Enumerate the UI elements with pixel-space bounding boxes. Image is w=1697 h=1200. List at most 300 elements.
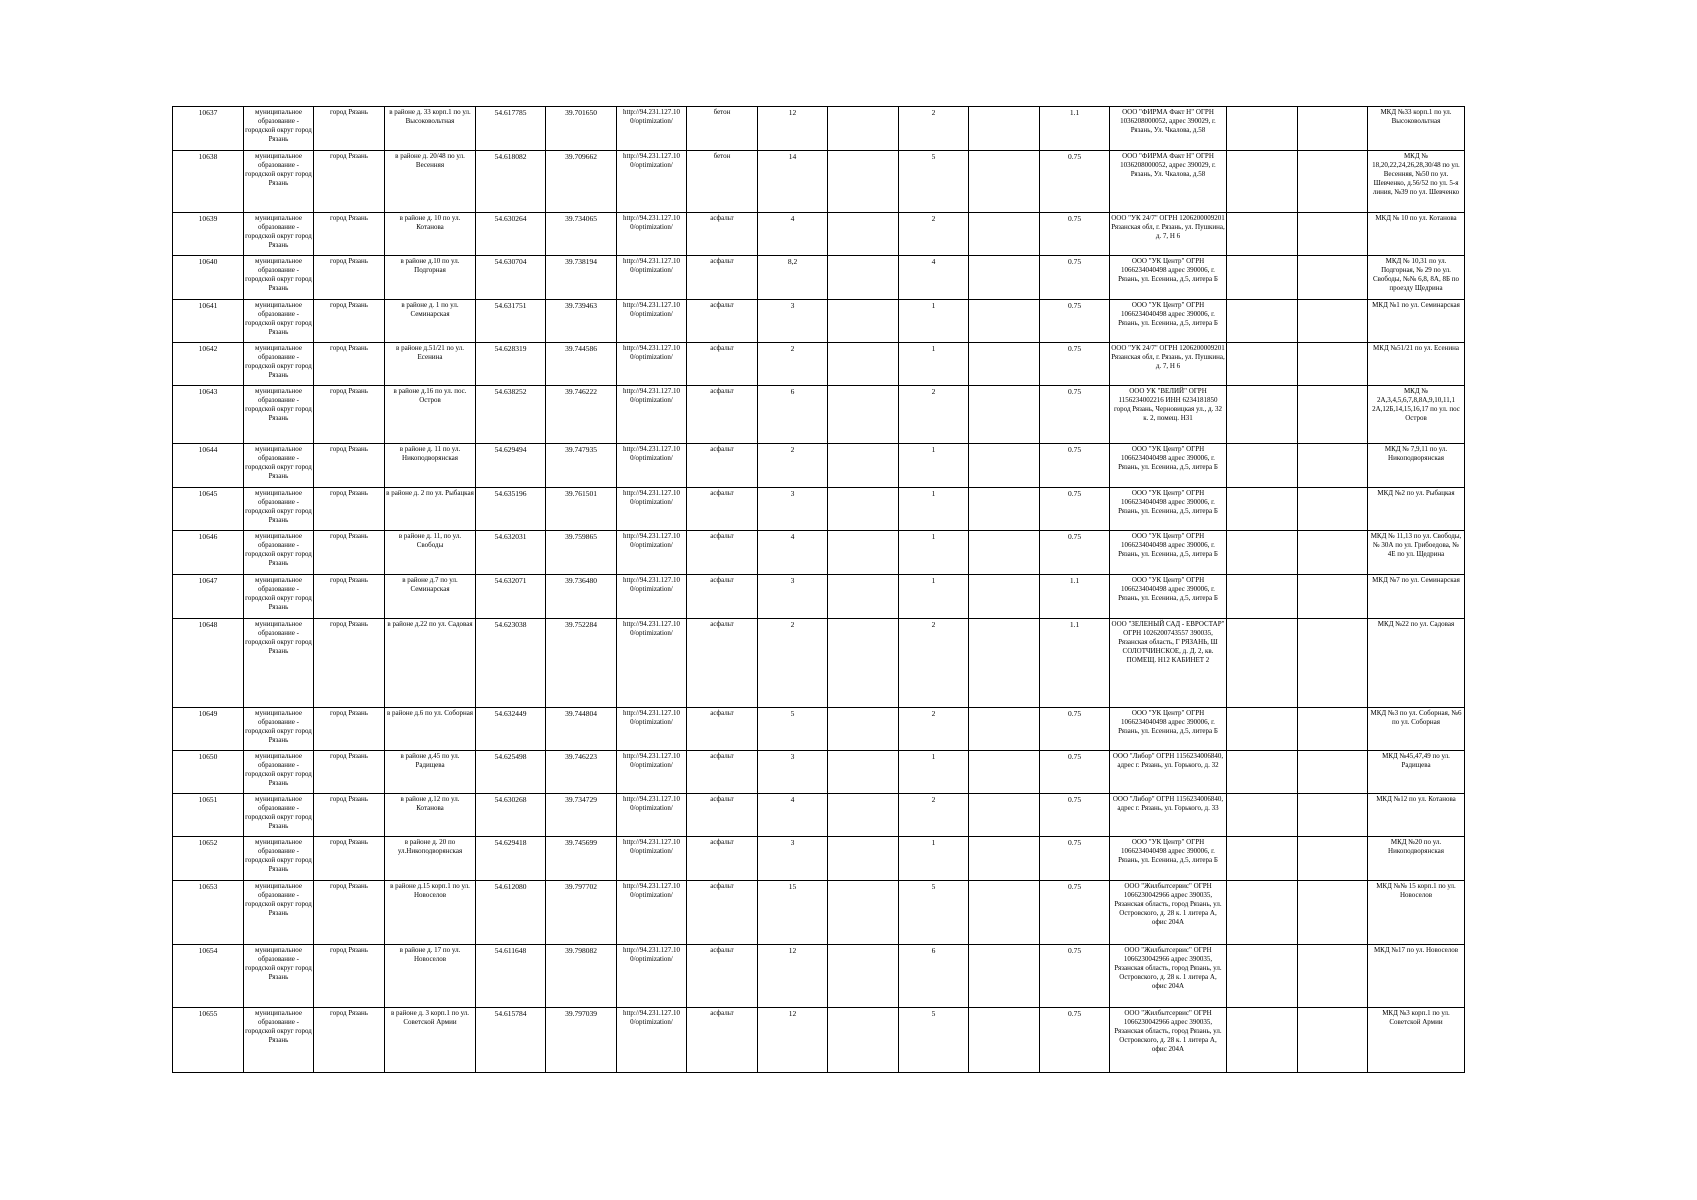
municipality-cell: муниципальное образование - городской округ город Рязань	[244, 531, 314, 575]
municipality-cell: муниципальное образование - городской округ город Рязань	[244, 488, 314, 531]
empty-col-3-cell	[1227, 256, 1298, 300]
address-cell: в районе д. 33 корп.1 по ул. Высоковольтная	[385, 107, 476, 151]
container-volume-cell: 0.75	[1040, 837, 1110, 881]
latitude-cell: 54.632071	[476, 575, 546, 619]
empty-col-3-cell	[1227, 794, 1298, 837]
city-cell: город Рязань	[314, 213, 385, 256]
longitude-cell: 39.739463	[546, 300, 617, 343]
empty-col-2-cell	[969, 575, 1040, 619]
table-row	[173, 575, 1465, 619]
container-count-cell: 2	[899, 794, 969, 837]
latitude-cell: 54.623038	[476, 619, 546, 708]
managing-organization-cell: ООО "УК Центр" ОГРН 1066234040498 адрес 390006, г. Рязань, ул. Есенина, д.5, литера Б	[1110, 300, 1227, 343]
table-row	[173, 708, 1465, 751]
empty-col-4-cell	[1298, 300, 1368, 343]
area-cell: 2	[758, 444, 828, 488]
address-cell: в районе д. 11 по ул. Никоподворянская	[385, 444, 476, 488]
latitude-cell: 54.632449	[476, 708, 546, 751]
municipality-cell: муниципальное образование - городской округ город Рязань	[244, 837, 314, 881]
served-buildings-cell: МКД № 7,9,11 по ул. Никоподворянская	[1368, 444, 1465, 488]
area-cell: 12	[758, 1008, 828, 1073]
address-cell: в районе д. 17 по ул. Новоселов	[385, 945, 476, 1008]
longitude-cell: 39.734065	[546, 213, 617, 256]
area-cell: 12	[758, 107, 828, 151]
empty-col-1-cell	[828, 213, 899, 256]
address-cell: в районе д.45 по ул. Радищева	[385, 751, 476, 794]
record-id-cell: 10639	[173, 213, 244, 256]
address-cell: в районе д.7 по ул. Семинарская	[385, 575, 476, 619]
container-volume-cell: 0.75	[1040, 300, 1110, 343]
longitude-cell: 39.759865	[546, 531, 617, 575]
city-cell: город Рязань	[314, 708, 385, 751]
surface-type-cell: асфальт	[687, 794, 758, 837]
container-volume-cell: 0.75	[1040, 945, 1110, 1008]
empty-col-4-cell	[1298, 386, 1368, 444]
map-link-cell: http://94.231.127.10 0/optimization/	[617, 881, 687, 945]
map-link-cell: http://94.231.127.10 0/optimization/	[617, 488, 687, 531]
longitude-cell: 39.734729	[546, 794, 617, 837]
address-cell: в районе д. 11, по ул. Свободы	[385, 531, 476, 575]
container-count-cell: 2	[899, 107, 969, 151]
container-count-cell: 2	[899, 213, 969, 256]
record-id-cell: 10641	[173, 300, 244, 343]
latitude-cell: 54.638252	[476, 386, 546, 444]
empty-col-4-cell	[1298, 881, 1368, 945]
municipality-cell: муниципальное образование - городской округ город Рязань	[244, 619, 314, 708]
latitude-cell: 54.617785	[476, 107, 546, 151]
served-buildings-cell: МКД № 11,13 по ул. Свободы, № 30А по ул. Грибоедова, № 4Е по ул. Щедрина	[1368, 531, 1465, 575]
empty-col-3-cell	[1227, 107, 1298, 151]
empty-col-4-cell	[1298, 619, 1368, 708]
map-link-cell: http://94.231.127.10 0/optimization/	[617, 107, 687, 151]
address-cell: в районе д. 2 по ул. Рыбацкая	[385, 488, 476, 531]
longitude-cell: 39.746223	[546, 751, 617, 794]
municipality-cell: муниципальное образование - городской округ город Рязань	[244, 575, 314, 619]
surface-type-cell: асфальт	[687, 751, 758, 794]
empty-col-1-cell	[828, 837, 899, 881]
municipality-cell: муниципальное образование - городской округ город Рязань	[244, 256, 314, 300]
container-count-cell: 1	[899, 343, 969, 386]
city-cell: город Рязань	[314, 751, 385, 794]
surface-type-cell: асфальт	[687, 444, 758, 488]
latitude-cell: 54.635196	[476, 488, 546, 531]
container-count-cell: 2	[899, 386, 969, 444]
map-link-cell: http://94.231.127.10 0/optimization/	[617, 837, 687, 881]
managing-organization-cell: ООО "УК Центр" ОГРН 1066234040498 адрес 390006, г. Рязань, ул. Есенина, д.5, литера Б	[1110, 575, 1227, 619]
area-cell: 2	[758, 619, 828, 708]
container-count-cell: 2	[899, 619, 969, 708]
empty-col-3-cell	[1227, 945, 1298, 1008]
empty-col-3-cell	[1227, 708, 1298, 751]
record-id-cell: 10642	[173, 343, 244, 386]
managing-organization-cell: ООО "Либор" ОГРН 1156234006840, адрес г. Рязань, ул. Горького, д. 32	[1110, 751, 1227, 794]
empty-col-2-cell	[969, 881, 1040, 945]
served-buildings-cell: МКД № 10,31 по ул. Подгорная, № 29 по ул. Свободы, №№ 6,8, 8А, 8Б по проезду Щедрина	[1368, 256, 1465, 300]
city-cell: город Рязань	[314, 1008, 385, 1073]
container-volume-cell: 1.1	[1040, 619, 1110, 708]
empty-col-1-cell	[828, 619, 899, 708]
served-buildings-cell: МКД №1 по ул. Семинарская	[1368, 300, 1465, 343]
municipality-cell: муниципальное образование - городской округ город Рязань	[244, 151, 314, 213]
surface-type-cell: асфальт	[687, 945, 758, 1008]
latitude-cell: 54.630264	[476, 213, 546, 256]
record-id-cell: 10654	[173, 945, 244, 1008]
empty-col-2-cell	[969, 256, 1040, 300]
empty-col-1-cell	[828, 386, 899, 444]
city-cell: город Рязань	[314, 444, 385, 488]
longitude-cell: 39.746222	[546, 386, 617, 444]
longitude-cell: 39.744804	[546, 708, 617, 751]
managing-organization-cell: ООО "УК 24/7" ОГРН 1206200009201 Рязанская обл, г. Рязань, ул. Пушкина, д. 7, Н 6	[1110, 213, 1227, 256]
municipality-cell: муниципальное образование - городской округ город Рязань	[244, 881, 314, 945]
address-cell: в районе д.10 по ул. Подгорная	[385, 256, 476, 300]
empty-col-3-cell	[1227, 881, 1298, 945]
surface-type-cell: асфальт	[687, 256, 758, 300]
empty-col-1-cell	[828, 151, 899, 213]
longitude-cell: 39.745699	[546, 837, 617, 881]
table-row	[173, 619, 1465, 708]
address-cell: в районе д. 20/48 по ул. Весенняя	[385, 151, 476, 213]
container-count-cell: 1	[899, 488, 969, 531]
empty-col-1-cell	[828, 444, 899, 488]
container-volume-cell: 0.75	[1040, 151, 1110, 213]
city-cell: город Рязань	[314, 300, 385, 343]
municipality-cell: муниципальное образование - городской округ город Рязань	[244, 444, 314, 488]
container-count-cell: 6	[899, 945, 969, 1008]
empty-col-1-cell	[828, 1008, 899, 1073]
container-volume-cell: 1.1	[1040, 107, 1110, 151]
container-count-cell: 5	[899, 881, 969, 945]
surface-type-cell: асфальт	[687, 575, 758, 619]
empty-col-1-cell	[828, 945, 899, 1008]
longitude-cell: 39.752284	[546, 619, 617, 708]
record-id-cell: 10647	[173, 575, 244, 619]
map-link-cell: http://94.231.127.10 0/optimization/	[617, 794, 687, 837]
empty-col-4-cell	[1298, 575, 1368, 619]
address-cell: в районе д.6 по ул. Соборная	[385, 708, 476, 751]
empty-col-3-cell	[1227, 619, 1298, 708]
empty-col-4-cell	[1298, 151, 1368, 213]
empty-col-3-cell	[1227, 151, 1298, 213]
record-id-cell: 10653	[173, 881, 244, 945]
surface-type-cell: асфальт	[687, 343, 758, 386]
registry-table	[172, 106, 1465, 1073]
map-link-cell: http://94.231.127.10 0/optimization/	[617, 256, 687, 300]
area-cell: 15	[758, 881, 828, 945]
empty-col-1-cell	[828, 107, 899, 151]
address-cell: в районе д. 3 корп.1 по ул. Советской Армии	[385, 1008, 476, 1073]
city-cell: город Рязань	[314, 619, 385, 708]
managing-organization-cell: ООО "УК Центр" ОГРН 1066234040498 адрес 390006, г. Рязань, ул. Есенина, д.5, литера Б	[1110, 531, 1227, 575]
empty-col-2-cell	[969, 837, 1040, 881]
area-cell: 5	[758, 708, 828, 751]
municipality-cell: муниципальное образование - городской округ город Рязань	[244, 213, 314, 256]
served-buildings-cell: МКД №22 по ул. Садовая	[1368, 619, 1465, 708]
container-volume-cell: 1.1	[1040, 575, 1110, 619]
latitude-cell: 54.630704	[476, 256, 546, 300]
municipality-cell: муниципальное образование - городской округ город Рязань	[244, 386, 314, 444]
surface-type-cell: асфальт	[687, 488, 758, 531]
latitude-cell: 54.629494	[476, 444, 546, 488]
managing-organization-cell: ООО "ФИРМА Факт Н" ОГРН 1036208000052, адрес 390029, г. Рязань, Ул. Чкалова, д.58	[1110, 107, 1227, 151]
empty-col-4-cell	[1298, 444, 1368, 488]
empty-col-1-cell	[828, 794, 899, 837]
municipality-cell: муниципальное образование - городской округ город Рязань	[244, 945, 314, 1008]
area-cell: 8,2	[758, 256, 828, 300]
area-cell: 4	[758, 531, 828, 575]
address-cell: в районе д. 10 по ул. Котанова	[385, 213, 476, 256]
latitude-cell: 54.618082	[476, 151, 546, 213]
latitude-cell: 54.631751	[476, 300, 546, 343]
record-id-cell: 10637	[173, 107, 244, 151]
container-volume-cell: 0.75	[1040, 881, 1110, 945]
container-count-cell: 1	[899, 751, 969, 794]
container-count-cell: 1	[899, 837, 969, 881]
city-cell: город Рязань	[314, 531, 385, 575]
empty-col-1-cell	[828, 343, 899, 386]
empty-col-2-cell	[969, 343, 1040, 386]
area-cell: 3	[758, 575, 828, 619]
empty-col-4-cell	[1298, 256, 1368, 300]
empty-col-3-cell	[1227, 213, 1298, 256]
area-cell: 3	[758, 488, 828, 531]
served-buildings-cell: МКД №33 корп.1 по ул. Высоковольтная	[1368, 107, 1465, 151]
container-count-cell: 1	[899, 444, 969, 488]
empty-col-2-cell	[969, 1008, 1040, 1073]
managing-organization-cell: ООО "УК Центр" ОГРН 1066234040498 адрес 390006, г. Рязань, ул. Есенина, д.5, литера Б	[1110, 256, 1227, 300]
managing-organization-cell: ООО "Жилбытсервис" ОГРН 1066230042966 адрес 390035, Рязанская область, город Рязань, ул. Островского, д. 28 к. 1 литера А, офис 204А	[1110, 945, 1227, 1008]
map-link-cell: http://94.231.127.10 0/optimization/	[617, 531, 687, 575]
longitude-cell: 39.798082	[546, 945, 617, 1008]
city-cell: город Рязань	[314, 881, 385, 945]
surface-type-cell: асфальт	[687, 708, 758, 751]
surface-type-cell: асфальт	[687, 213, 758, 256]
longitude-cell: 39.709662	[546, 151, 617, 213]
empty-col-3-cell	[1227, 488, 1298, 531]
map-link-cell: http://94.231.127.10 0/optimization/	[617, 575, 687, 619]
empty-col-3-cell	[1227, 1008, 1298, 1073]
served-buildings-cell: МКД №12 по ул. Котанова	[1368, 794, 1465, 837]
latitude-cell: 54.632031	[476, 531, 546, 575]
table-row	[173, 837, 1465, 881]
empty-col-1-cell	[828, 881, 899, 945]
empty-col-4-cell	[1298, 213, 1368, 256]
record-id-cell: 10650	[173, 751, 244, 794]
record-id-cell: 10640	[173, 256, 244, 300]
longitude-cell: 39.744586	[546, 343, 617, 386]
empty-col-1-cell	[828, 575, 899, 619]
table-row	[173, 151, 1465, 213]
container-volume-cell: 0.75	[1040, 1008, 1110, 1073]
area-cell: 4	[758, 213, 828, 256]
address-cell: в районе д. 1 по ул. Семинарская	[385, 300, 476, 343]
table-row	[173, 488, 1465, 531]
managing-organization-cell: ООО УК "ВЕЛИЙ" ОГРН 1156234002216 ИНН 6234181850 город Рязань, Черновицкая ул., д. 32 к. 2, помещ. Н31	[1110, 386, 1227, 444]
managing-organization-cell: ООО "УК 24/7" ОГРН 1206200009201 Рязанская обл, г. Рязань, ул. Пушкина, д. 7, Н 6	[1110, 343, 1227, 386]
empty-col-2-cell	[969, 386, 1040, 444]
empty-col-2-cell	[969, 107, 1040, 151]
table-row	[173, 343, 1465, 386]
table-row	[173, 444, 1465, 488]
map-link-cell: http://94.231.127.10 0/optimization/	[617, 1008, 687, 1073]
empty-col-4-cell	[1298, 531, 1368, 575]
address-cell: в районе д.22 по ул. Садовая	[385, 619, 476, 708]
municipality-cell: муниципальное образование - городской округ город Рязань	[244, 343, 314, 386]
container-count-cell: 4	[899, 256, 969, 300]
managing-organization-cell: ООО "Жилбытсервис" ОГРН 1066230042966 адрес 390035, Рязанская область, город Рязань, ул. Островского, д. 28 к. 1 литера А, офис 204А	[1110, 881, 1227, 945]
address-cell: в районе д.16 по ул. пос. Остров	[385, 386, 476, 444]
container-volume-cell: 0.75	[1040, 794, 1110, 837]
longitude-cell: 39.761501	[546, 488, 617, 531]
empty-col-3-cell	[1227, 300, 1298, 343]
table-row	[173, 300, 1465, 343]
city-cell: город Рязань	[314, 488, 385, 531]
record-id-cell: 10655	[173, 1008, 244, 1073]
container-count-cell: 5	[899, 1008, 969, 1073]
empty-col-3-cell	[1227, 386, 1298, 444]
empty-col-4-cell	[1298, 945, 1368, 1008]
latitude-cell: 54.628319	[476, 343, 546, 386]
empty-col-2-cell	[969, 531, 1040, 575]
empty-col-1-cell	[828, 488, 899, 531]
map-link-cell: http://94.231.127.10 0/optimization/	[617, 343, 687, 386]
empty-col-2-cell	[969, 751, 1040, 794]
managing-organization-cell: ООО "Жилбытсервис" ОГРН 1066230042966 адрес 390035, Рязанская область, город Рязань, ул. Островского, д. 28 к. 1 литера А, офис 204А	[1110, 1008, 1227, 1073]
surface-type-cell: асфальт	[687, 386, 758, 444]
empty-col-2-cell	[969, 151, 1040, 213]
city-cell: город Рязань	[314, 575, 385, 619]
map-link-cell: http://94.231.127.10 0/optimization/	[617, 151, 687, 213]
empty-col-4-cell	[1298, 488, 1368, 531]
empty-col-2-cell	[969, 794, 1040, 837]
area-cell: 4	[758, 794, 828, 837]
table-row	[173, 751, 1465, 794]
empty-col-4-cell	[1298, 1008, 1368, 1073]
empty-col-4-cell	[1298, 708, 1368, 751]
container-volume-cell: 0.75	[1040, 708, 1110, 751]
city-cell: город Рязань	[314, 107, 385, 151]
container-count-cell: 1	[899, 531, 969, 575]
latitude-cell: 54.612080	[476, 881, 546, 945]
table-row	[173, 794, 1465, 837]
municipality-cell: муниципальное образование - городской округ город Рязань	[244, 1008, 314, 1073]
latitude-cell: 54.615784	[476, 1008, 546, 1073]
city-cell: город Рязань	[314, 256, 385, 300]
area-cell: 12	[758, 945, 828, 1008]
container-volume-cell: 0.75	[1040, 751, 1110, 794]
empty-col-2-cell	[969, 213, 1040, 256]
municipality-cell: муниципальное образование - городской округ город Рязань	[244, 708, 314, 751]
table-row	[173, 1008, 1465, 1073]
table-row	[173, 531, 1465, 575]
municipality-cell: муниципальное образование - городской округ город Рязань	[244, 300, 314, 343]
longitude-cell: 39.736480	[546, 575, 617, 619]
empty-col-2-cell	[969, 945, 1040, 1008]
surface-type-cell: асфальт	[687, 300, 758, 343]
area-cell: 2	[758, 343, 828, 386]
map-link-cell: http://94.231.127.10 0/optimization/	[617, 444, 687, 488]
table-row	[173, 881, 1465, 945]
registry-rows	[173, 107, 1465, 1073]
empty-col-4-cell	[1298, 107, 1368, 151]
record-id-cell: 10651	[173, 794, 244, 837]
area-cell: 14	[758, 151, 828, 213]
city-cell: город Рязань	[314, 837, 385, 881]
table-row	[173, 107, 1465, 151]
area-cell: 6	[758, 386, 828, 444]
empty-col-1-cell	[828, 751, 899, 794]
map-link-cell: http://94.231.127.10 0/optimization/	[617, 708, 687, 751]
record-id-cell: 10652	[173, 837, 244, 881]
empty-col-2-cell	[969, 300, 1040, 343]
managing-organization-cell: ООО "УК Центр" ОГРН 1066234040498 адрес 390006, г. Рязань, ул. Есенина, д.5, литера Б	[1110, 837, 1227, 881]
table-row	[173, 945, 1465, 1008]
managing-organization-cell: ООО "ЗЕЛЕНЫЙ САД - ЕВРОСТАР" ОГРН 1026200743557 390035, Рязанская область, Г РЯЗАНЬ, Ш СОЛОТЧИНСКОЕ, д. Д. 2, кв. ПОМЕЩ. Н12 КАБИНЕТ 2	[1110, 619, 1227, 708]
empty-col-2-cell	[969, 488, 1040, 531]
empty-col-3-cell	[1227, 343, 1298, 386]
empty-col-4-cell	[1298, 837, 1368, 881]
empty-col-4-cell	[1298, 343, 1368, 386]
container-volume-cell: 0.75	[1040, 444, 1110, 488]
city-cell: город Рязань	[314, 343, 385, 386]
container-volume-cell: 0.75	[1040, 386, 1110, 444]
container-count-cell: 5	[899, 151, 969, 213]
container-count-cell: 1	[899, 575, 969, 619]
area-cell: 3	[758, 300, 828, 343]
record-id-cell: 10648	[173, 619, 244, 708]
served-buildings-cell: МКД №45,47,49 по ул. Радищева	[1368, 751, 1465, 794]
municipality-cell: муниципальное образование - городской округ город Рязань	[244, 107, 314, 151]
map-link-cell: http://94.231.127.10 0/optimization/	[617, 751, 687, 794]
longitude-cell: 39.701650	[546, 107, 617, 151]
map-link-cell: http://94.231.127.10 0/optimization/	[617, 386, 687, 444]
surface-type-cell: асфальт	[687, 619, 758, 708]
map-link-cell: http://94.231.127.10 0/optimization/	[617, 300, 687, 343]
served-buildings-cell: МКД №51/21 по ул. Есенина	[1368, 343, 1465, 386]
empty-col-2-cell	[969, 708, 1040, 751]
longitude-cell: 39.797039	[546, 1008, 617, 1073]
surface-type-cell: бетон	[687, 107, 758, 151]
empty-col-3-cell	[1227, 575, 1298, 619]
container-count-cell: 2	[899, 708, 969, 751]
map-link-cell: http://94.231.127.10 0/optimization/	[617, 945, 687, 1008]
latitude-cell: 54.629418	[476, 837, 546, 881]
served-buildings-cell: МКД №2 по ул. Рыбацкая	[1368, 488, 1465, 531]
served-buildings-cell: МКД №3 по ул. Соборная, №6 по ул. Соборная	[1368, 708, 1465, 751]
table-row	[173, 386, 1465, 444]
empty-col-2-cell	[969, 444, 1040, 488]
managing-organization-cell: ООО "Либор" ОГРН 1156234006840, адрес г. Рязань, ул. Горького, д. 33	[1110, 794, 1227, 837]
served-buildings-cell: МКД № 18,20,22,24,26,28,30/48 по ул. Весенняя, №50 по ул. Шевченко, д.56/52 по ул. 5-я линия, №39 по ул. Шевченко	[1368, 151, 1465, 213]
record-id-cell: 10643	[173, 386, 244, 444]
managing-organization-cell: ООО "УК Центр" ОГРН 1066234040498 адрес 390006, г. Рязань, ул. Есенина, д.5, литера Б	[1110, 488, 1227, 531]
latitude-cell: 54.611648	[476, 945, 546, 1008]
address-cell: в районе д. 20 по ул.Никоподворянская	[385, 837, 476, 881]
surface-type-cell: асфальт	[687, 1008, 758, 1073]
map-link-cell: http://94.231.127.10 0/optimization/	[617, 619, 687, 708]
container-volume-cell: 0.75	[1040, 213, 1110, 256]
longitude-cell: 39.747935	[546, 444, 617, 488]
table-row	[173, 256, 1465, 300]
served-buildings-cell: МКД № 10 по ул. Котанова	[1368, 213, 1465, 256]
address-cell: в районе д.15 корп.1 по ул. Новоселов	[385, 881, 476, 945]
map-link-cell: http://94.231.127.10 0/optimization/	[617, 213, 687, 256]
empty-col-1-cell	[828, 531, 899, 575]
served-buildings-cell: МКД №7 по ул. Семинарская	[1368, 575, 1465, 619]
empty-col-3-cell	[1227, 531, 1298, 575]
municipality-cell: муниципальное образование - городской округ город Рязань	[244, 794, 314, 837]
managing-organization-cell: ООО "УК Центр" ОГРН 1066234040498 адрес 390006, г. Рязань, ул. Есенина, д.5, литера Б	[1110, 708, 1227, 751]
